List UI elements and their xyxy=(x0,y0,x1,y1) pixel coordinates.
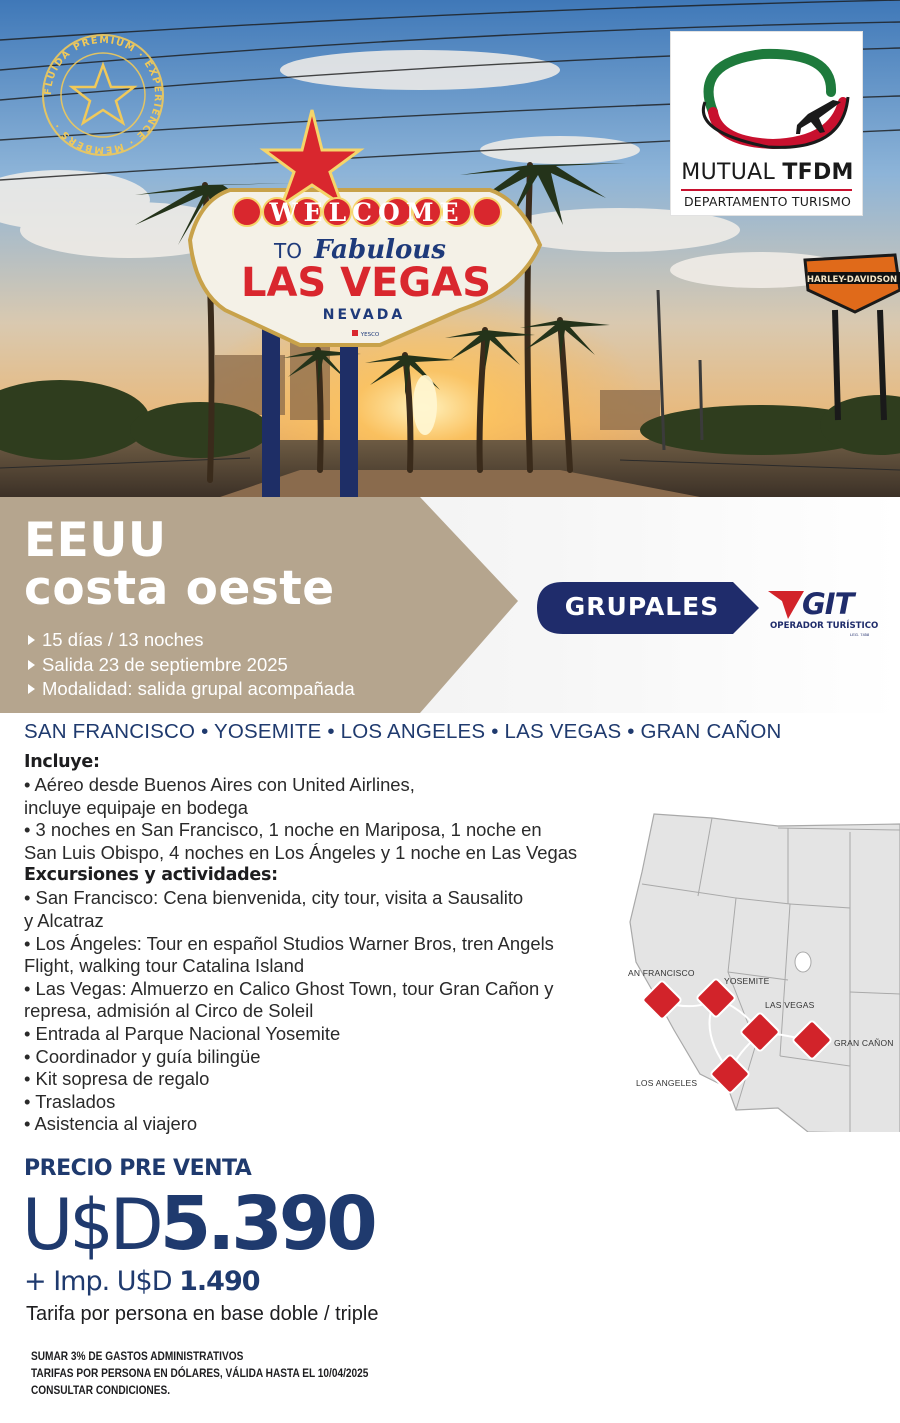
price-note: Tarifa por persona en base doble / triple xyxy=(26,1303,379,1325)
fine-print xyxy=(31,1349,368,1400)
svg-text:TO: TO xyxy=(274,239,302,263)
svg-text:FLUIDA PREMIUM · EXPERIENCE ·: FLUIDA PREMIUM · EXPERIENCE · MEMBERS · xyxy=(42,34,164,156)
svg-text:YESCO: YESCO xyxy=(360,332,380,338)
map-label-san-francisco: AN FRANCISCO xyxy=(628,968,695,978)
excursion-line: • Las Vegas: Almuerzo en Calico Ghost Town, tour Gran Cañon y xyxy=(24,977,554,999)
excursion-line: • Asistencia al viajero xyxy=(24,1113,198,1135)
itinerary-details xyxy=(24,751,644,1136)
grupales-badge xyxy=(537,582,761,634)
logo-name-light: MUTUAL xyxy=(681,160,776,185)
git-operator-logo xyxy=(768,587,879,637)
fine-print-line: SUMAR 3% DE GASTOS ADMINISTRATIVOS xyxy=(31,1351,244,1363)
fact-departure: Salida 23 de septiembre 2025 xyxy=(26,653,355,678)
excursion-line: • Kit sopresa de regalo xyxy=(24,1068,210,1090)
map-label-las-vegas: LAS VEGAS xyxy=(765,1000,815,1010)
trip-facts xyxy=(26,628,355,702)
logo-name-bold: TFDM xyxy=(782,160,854,185)
excursion-line: represa, admisión al Circo de Soleil xyxy=(24,1000,314,1022)
title-band xyxy=(0,497,900,713)
route-map xyxy=(628,812,900,1132)
tax-amount: 1.490 xyxy=(179,1266,260,1297)
svg-text:WELCOME: WELCOME xyxy=(269,198,465,227)
excursions-heading: Excursiones y actividades: xyxy=(24,865,278,886)
price-number: 5.390 xyxy=(159,1181,374,1267)
grupales-label: GRUPALES xyxy=(564,592,720,621)
page-title-line2: costa oeste xyxy=(24,561,335,616)
price-taxes xyxy=(24,1266,260,1297)
excursion-line: Flight, walking tour Catalina Island xyxy=(24,955,305,977)
svg-text:LAS VEGAS: LAS VEGAS xyxy=(240,260,492,306)
git-legal: LEG. 7458 xyxy=(850,632,870,637)
price-heading: PRECIO PRE VENTA xyxy=(24,1156,252,1181)
git-word: GIT xyxy=(802,587,854,621)
excursion-line: • Coordinador y guía bilingüe xyxy=(24,1045,261,1067)
map-label-gran-canon: GRAN CAÑON xyxy=(834,1038,894,1048)
fact-mode: Modalidad: salida grupal acompañada xyxy=(26,677,355,702)
excursion-line: y Alcatraz xyxy=(24,909,104,931)
mutual-tfdm-logo xyxy=(670,31,863,216)
bullet-triangle-icon xyxy=(28,660,35,670)
fine-print-line: CONSULTAR CONDICIONES. xyxy=(31,1385,171,1397)
fine-print-line: TARIFAS POR PERSONA EN DÓLARES, VÁLIDA HASTA EL 10/04/2025 xyxy=(31,1368,369,1380)
includes-line: • 3 noches en San Francisco, 1 noche en Mariposa, 1 noche en xyxy=(24,819,542,841)
includes-line: San Luis Obispo, 4 noches en Los Ángeles y 1 noche en Las Vegas xyxy=(24,841,578,863)
svg-text:HARLEY-DAVIDSON: HARLEY-DAVIDSON xyxy=(806,275,898,285)
hero-photo xyxy=(0,0,900,497)
price-amount xyxy=(22,1181,374,1267)
includes-line: incluye equipaje en bodega xyxy=(24,796,248,818)
excursion-line: • Traslados xyxy=(24,1090,116,1112)
map-label-los-angeles: LOS ANGELES xyxy=(636,1078,698,1088)
tax-prefix: + Imp. U$D xyxy=(24,1266,172,1297)
page-title-line1: EEUU xyxy=(24,513,167,568)
includes-heading: Incluye: xyxy=(24,752,100,772)
price-currency: U$D xyxy=(22,1184,160,1266)
logo-department: DEPARTAMENTO TURISMO xyxy=(683,194,851,209)
excursion-line: • San Francisco: Cena bienvenida, city tour, visita a Sausalito xyxy=(24,887,524,909)
route-cities: SAN FRANCISCO • YOSEMITE • LOS ANGELES • LAS VEGAS • GRAN CAÑON xyxy=(24,720,782,743)
excursion-line: • Entrada al Parque Nacional Yosemite xyxy=(24,1022,341,1044)
bullet-triangle-icon xyxy=(28,684,35,694)
excursion-line: • Los Ángeles: Tour en español Studios Warner Bros, tren Angels xyxy=(24,932,554,954)
includes-line: • Aéreo desde Buenos Aires con United Airlines, xyxy=(24,774,415,795)
bullet-triangle-icon xyxy=(28,635,35,645)
globe-plane-icon xyxy=(683,42,853,160)
fact-duration: 15 días / 13 noches xyxy=(26,628,355,653)
logo-divider xyxy=(681,189,852,191)
svg-text:NEVADA: NEVADA xyxy=(322,307,406,323)
map-label-yosemite: YOSEMITE xyxy=(724,976,770,986)
premium-badge-icon xyxy=(38,30,168,160)
svg-text:Fabulous: Fabulous xyxy=(314,235,446,265)
git-subtitle: OPERADOR TURÍSTICO xyxy=(770,621,879,631)
